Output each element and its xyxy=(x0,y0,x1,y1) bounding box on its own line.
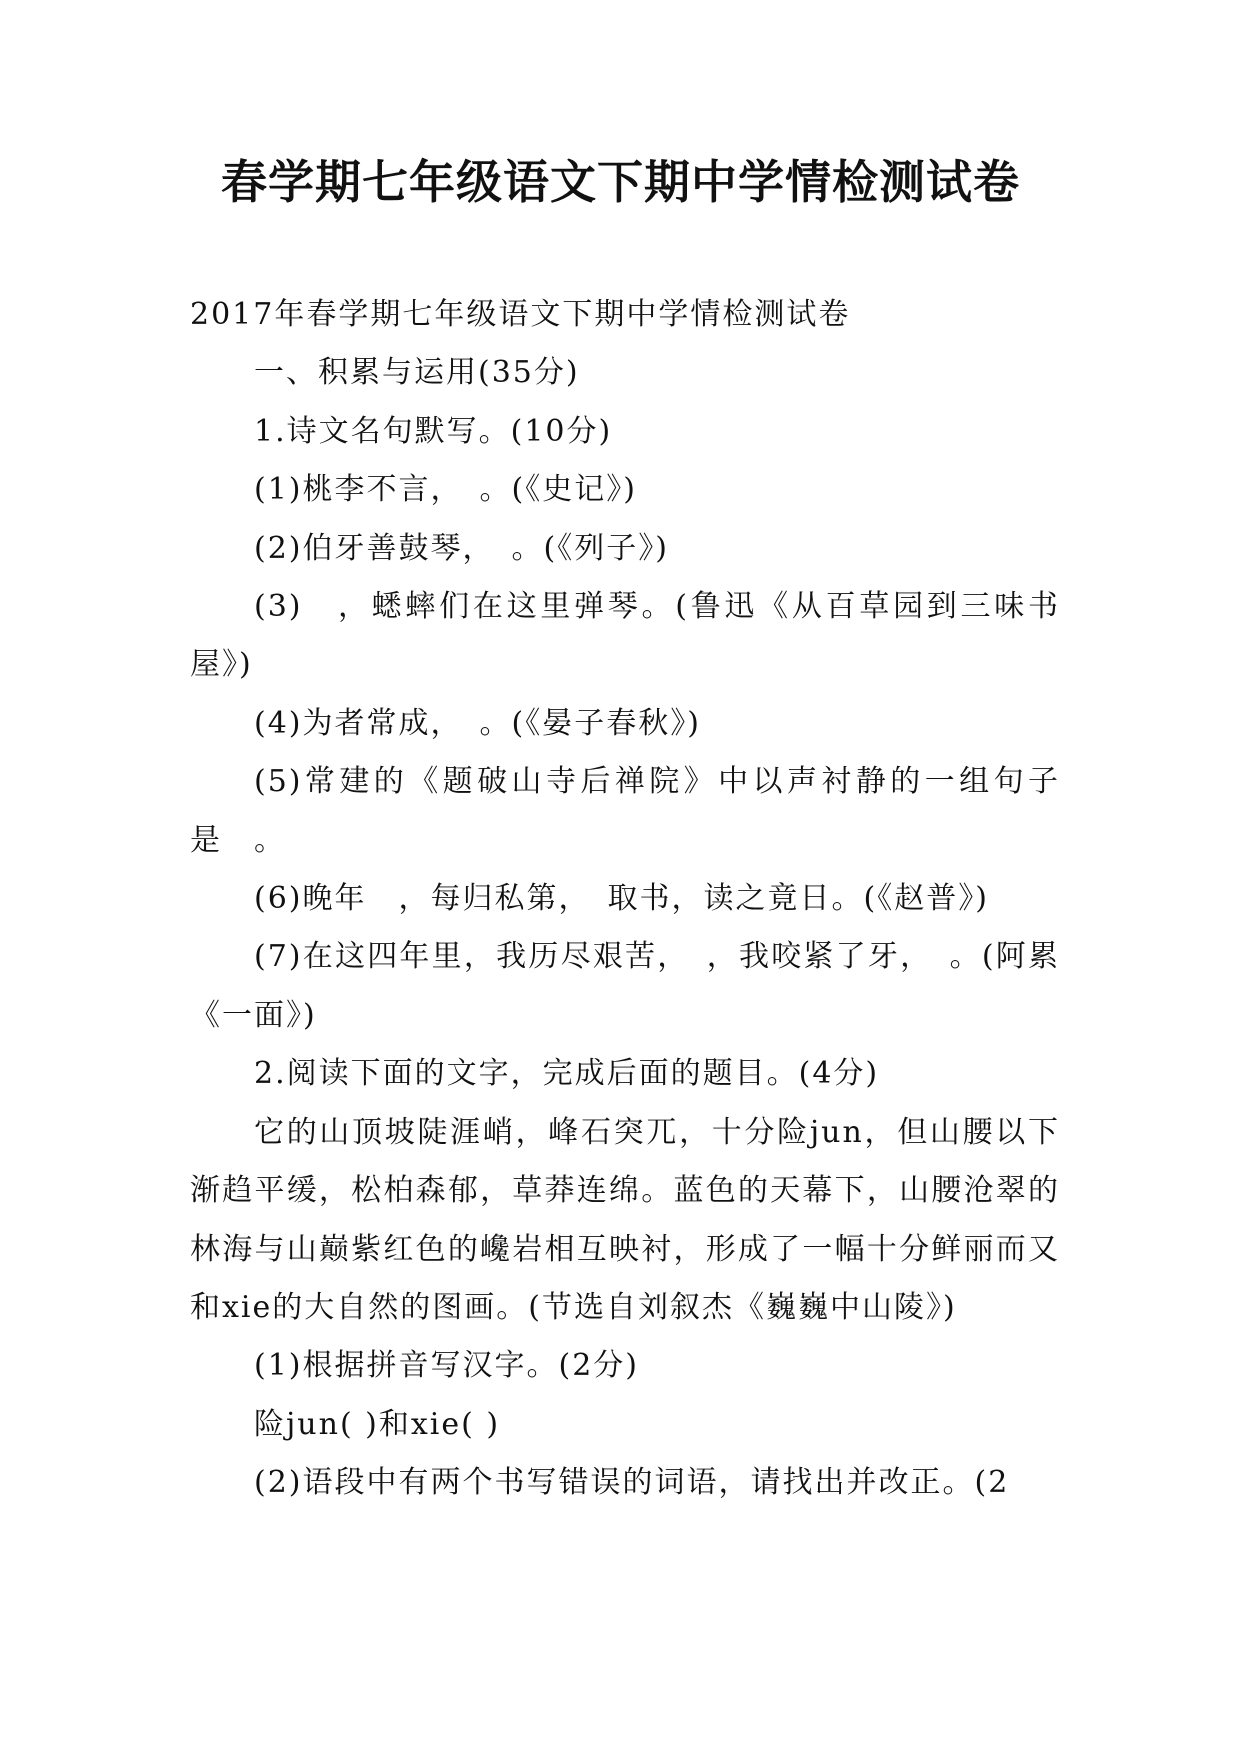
paragraph: (1)桃李不言， 。(《史记》) xyxy=(254,472,637,508)
paragraph: (6)晚年 ，每归私第， 取书，读之竟日。(《赵普》) xyxy=(254,881,989,917)
paragraph: (1)根据拼音写汉字。(2分) xyxy=(254,1348,639,1384)
paragraph: (5)常建的《题破山寺后禅院》中以声衬静的一组句子是 。 xyxy=(190,764,1060,858)
paragraph: 险jun( )和xie( ) xyxy=(254,1406,501,1442)
document-title: 春学期七年级语文下期中学情检测试卷 xyxy=(221,155,1020,209)
paragraph: (7)在这四年里，我历尽艰苦， ，我咬紧了牙， 。(阿累《一面》) xyxy=(190,939,1060,1033)
paragraph: 1.诗文名句默写。(10分) xyxy=(254,413,613,449)
paragraph: (4)为者常成， 。(《晏子春秋》) xyxy=(254,705,701,741)
paragraph: 2.阅读下面的文字，完成后面的题目。(4分) xyxy=(254,1056,880,1092)
document-body xyxy=(190,286,1060,1513)
paragraph: 2017年春学期七年级语文下期中学情检测试卷 xyxy=(190,297,851,332)
paragraph: 一、积累与运用(35分) xyxy=(254,355,580,391)
paragraph: (2)伯牙善鼓琴， 。(《列子》) xyxy=(254,530,669,566)
paragraph: (3) ，蟋蟀们在这里弹琴。(鲁迅《从百草园到三味书屋》) xyxy=(190,589,1060,683)
paragraph: (2)语段中有两个书写错误的词语，请找出并改正。(2 xyxy=(254,1465,1010,1501)
paragraph: 它的山顶坡陡涯峭，峰石突兀，十分险jun，但山腰以下渐趋平缓，松柏森郁，草莽连绵。蓝色的天幕下，山腰沧翠的林海与山巅紫红色的巉岩相互映衬，形成了一幅十分鲜丽而又和xie的大自然的图画。(节选自刘叙杰《巍巍中山陵》) xyxy=(190,1114,1060,1325)
